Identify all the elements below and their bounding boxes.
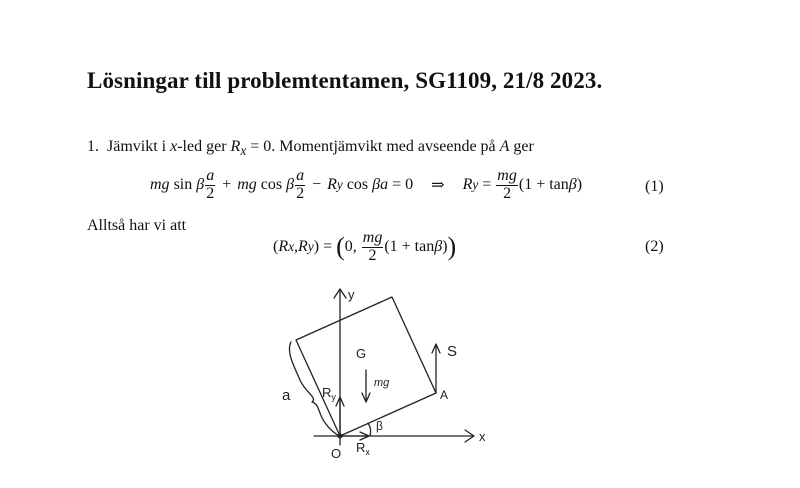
text-segment: = 0. Momentjämvikt med avseende på <box>246 138 500 155</box>
fn-sin: sin <box>173 176 193 194</box>
a-point-label: A <box>440 388 449 402</box>
paragraph-thus: Alltså har vi att <box>87 217 187 234</box>
frac-den: 2 <box>206 184 215 202</box>
origin-label: O <box>331 446 342 461</box>
big-paren-open: ( <box>336 232 345 262</box>
op-equals: = <box>323 238 333 256</box>
implies-arrow: ⇒ <box>431 177 445 195</box>
frac-den: 2 <box>503 184 512 202</box>
brace-a <box>289 342 339 436</box>
term-mg: mg <box>150 176 170 194</box>
fn-cos: cos <box>346 176 369 194</box>
beta-label: β <box>376 419 383 433</box>
paren-close: ) <box>313 238 320 256</box>
equation-number: (1) <box>645 178 664 195</box>
var-R: R <box>298 238 308 256</box>
text-segment: ger <box>509 138 534 155</box>
fn-cos: cos <box>260 176 283 194</box>
paren-close: ) <box>576 176 583 194</box>
var-beta: β <box>286 176 295 194</box>
box-outline <box>296 297 436 436</box>
frac-num: a <box>206 167 215 184</box>
paren-expr: (1 + tan <box>518 176 569 194</box>
paren-expr: (1 + tan <box>384 238 435 256</box>
mg-label: mg <box>374 377 390 389</box>
var-R: R <box>327 176 337 194</box>
op-minus: − <box>312 176 322 194</box>
paren-open: ( <box>273 238 279 256</box>
ry-label-r: R <box>322 385 332 400</box>
equation-number: (2) <box>645 238 664 255</box>
origin-point <box>338 434 343 439</box>
var-beta: β <box>372 176 381 194</box>
text-segment: -led ger <box>177 138 231 155</box>
paren-close: ) <box>442 238 448 256</box>
g-label: G <box>356 346 367 361</box>
y-axis-label: y <box>348 287 355 302</box>
beta-arc <box>368 423 371 436</box>
frac-num: a <box>296 167 305 184</box>
comma: , <box>294 238 299 256</box>
sub-x: x <box>288 239 295 255</box>
text-segment: Jämvikt i <box>107 138 171 155</box>
a-length-label: a <box>282 387 291 404</box>
sub-y: y <box>307 239 314 255</box>
zero: 0, <box>344 238 357 256</box>
var-R: R <box>230 138 241 155</box>
equals-zero: = 0 <box>392 176 414 194</box>
big-paren-close: ) <box>447 232 457 262</box>
item-number: 1. <box>87 138 99 155</box>
s-label: S <box>447 343 458 360</box>
frac-num: mg <box>362 229 383 246</box>
sub-x: x <box>240 143 247 159</box>
sub-y: y <box>336 177 343 193</box>
var-beta: β <box>568 176 577 194</box>
var-a: a <box>380 176 389 194</box>
ry-label-sub: y <box>331 392 336 402</box>
op-plus: + <box>222 176 232 194</box>
ry-label <box>322 385 336 402</box>
rx-label-r: R <box>356 440 366 455</box>
op-equals: = <box>482 176 492 194</box>
rx-label <box>356 440 370 457</box>
var-R: R <box>278 238 289 256</box>
page-title: Lösningar till problemtentamen, SG1109, 21/8 2023. <box>87 68 603 93</box>
frac-num: mg <box>497 167 517 184</box>
x-axis-label: x <box>479 429 486 444</box>
frac-den: 2 <box>296 184 305 202</box>
frac-den: 2 <box>368 246 377 264</box>
term-mg: mg <box>237 176 257 194</box>
var-beta: β <box>196 176 205 194</box>
var-R: R <box>462 176 473 194</box>
sub-y: y <box>472 177 479 193</box>
var-x: x <box>170 138 178 155</box>
rx-label-sub: x <box>365 447 370 457</box>
var-beta: β <box>434 238 443 256</box>
var-A: A <box>499 138 510 155</box>
